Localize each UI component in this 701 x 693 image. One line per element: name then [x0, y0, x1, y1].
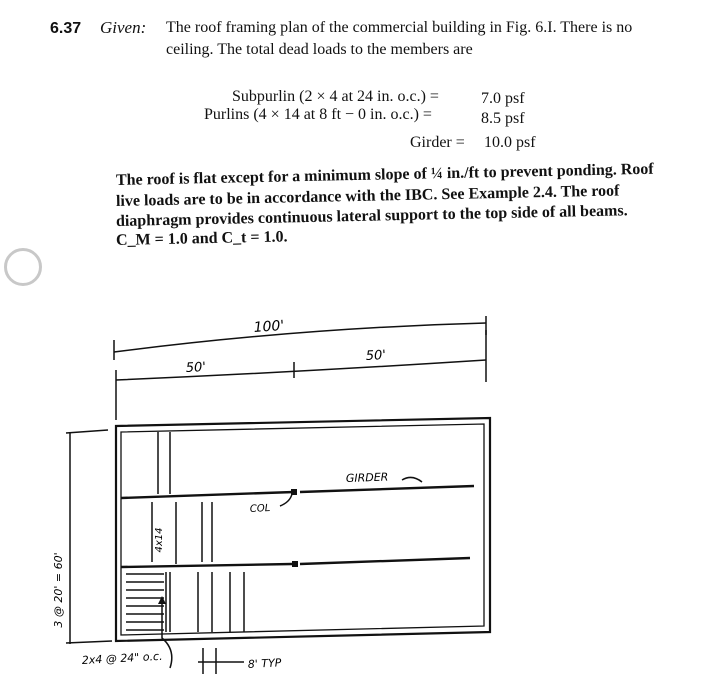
- given-label: Given:: [100, 18, 147, 37]
- load-purlin-member: Purlins (4 × 14 at 8 ft − 0 in. o.c.) =: [204, 106, 432, 123]
- spacing-label: 8' TYP: [247, 656, 282, 671]
- girder-line-2b: [300, 558, 470, 564]
- dim-left-label: 50': [185, 359, 207, 376]
- intro-line-2: ceiling. The total dead loads to the members are: [166, 41, 473, 58]
- paragraph-line-2: live loads are to be in accordance with the IBC. See Example 2.4. The roof: [115, 182, 620, 210]
- building-outline-outer: [116, 418, 490, 641]
- dim-line-total: [114, 323, 486, 352]
- load-subpurlin-value: 7.0 psf: [481, 90, 525, 107]
- ext-line-top: [66, 430, 108, 433]
- col-leader: [280, 494, 292, 506]
- paragraph-line-4: C_M = 1.0 and C_t = 1.0.: [115, 228, 288, 249]
- girder-line-2a: [121, 564, 292, 567]
- column-marker-2: [292, 561, 298, 567]
- load-girder-member: Girder =: [410, 134, 465, 151]
- load-purlin-value: 8.5 psf: [481, 110, 525, 127]
- girder-leader: [402, 477, 422, 482]
- column-marker-1: [291, 489, 297, 495]
- dim-line-halves: [116, 360, 486, 380]
- girder-label: GIRDER: [345, 470, 389, 485]
- purlin-label: 4x14: [154, 527, 165, 553]
- intro-line-1: The roof framing plan of the commercial building in Fig. 6.I. There is no: [166, 19, 633, 36]
- girder-line-1a: [121, 492, 294, 498]
- subpurlin-arrowhead: [158, 596, 166, 604]
- load-subpurlin-member: Subpurlin (2 × 4 at 24 in. o.c.) =: [232, 88, 439, 105]
- dim-right-label: 50': [365, 347, 387, 364]
- load-girder-value: 10.0 psf: [484, 134, 536, 151]
- ext-line-bottom: [66, 641, 112, 643]
- paragraph-line-3: diaphragm provides continuous lateral support to the top side of all beams.: [115, 202, 628, 230]
- col-label: COL: [249, 502, 271, 515]
- subpurlin-label: 2x4 @ 24" o.c.: [81, 649, 163, 667]
- problem-number: 6.37: [50, 20, 82, 37]
- girder-line-1b: [300, 486, 474, 492]
- dim-total-label: 100': [253, 317, 285, 336]
- dim-vertical-label: 3 @ 20' = 60': [52, 552, 65, 628]
- paragraph-line-1: The roof is flat except for a minimum slope of ¼ in./ft to prevent ponding. Roof: [115, 160, 654, 189]
